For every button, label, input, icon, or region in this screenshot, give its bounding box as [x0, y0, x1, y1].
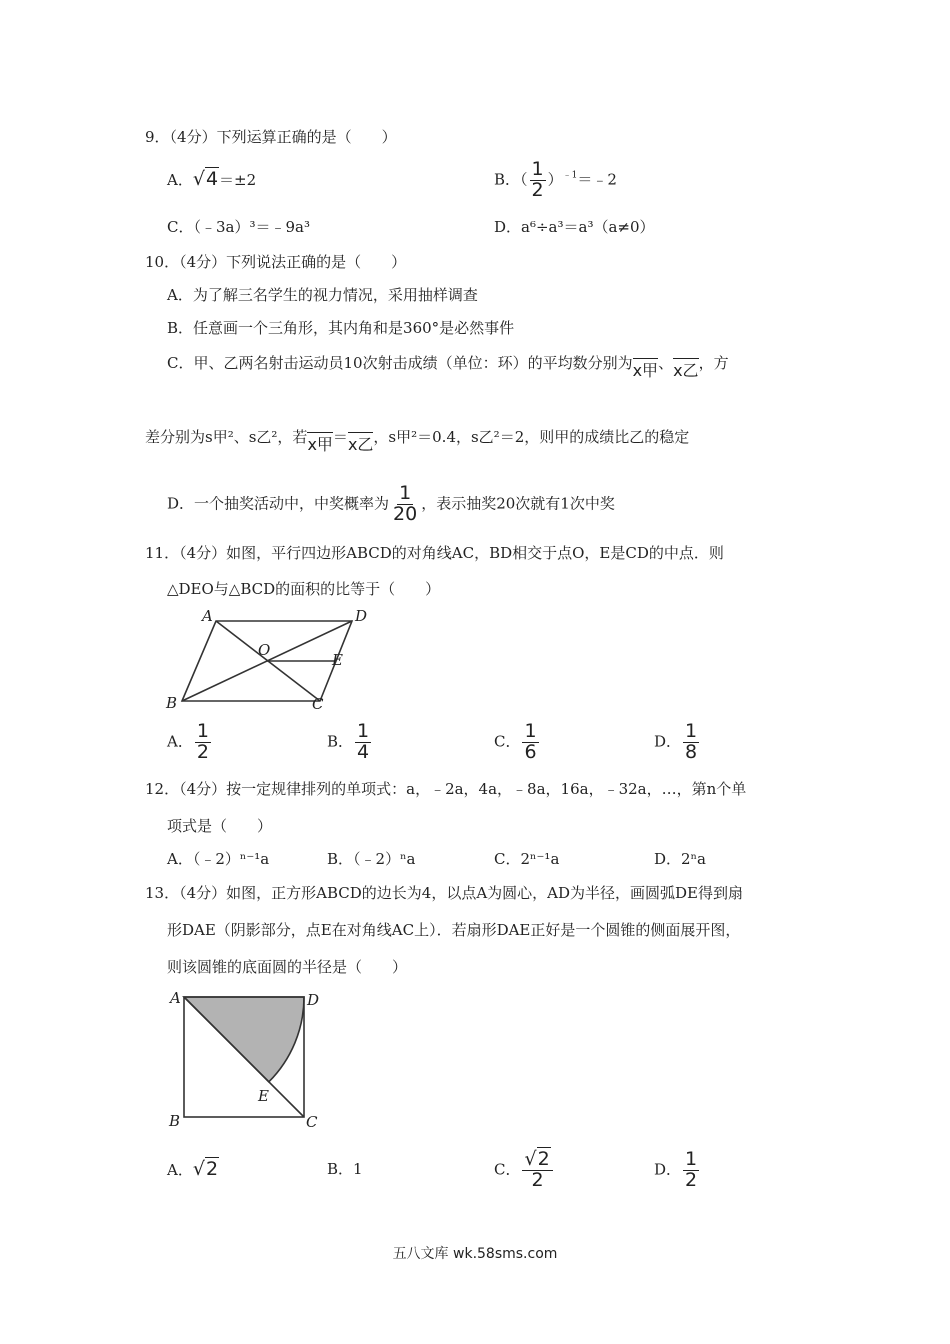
q13-option-d: D． $\frac{1}{2}$	[654, 1148, 698, 1191]
point-o-label: O	[258, 641, 271, 659]
q9-option-a	[167, 168, 256, 191]
q12-option-b: B．（﹣2）ⁿa	[327, 850, 416, 868]
q9-b-label: B．（	[494, 170, 528, 189]
q12-option-a: A．（﹣2）ⁿ⁻¹a	[167, 850, 270, 868]
page-footer: 五八文库 wk.58sms.com	[392, 1246, 558, 1262]
q13-option-a: A．√2	[167, 1158, 219, 1180]
point-e-label: E	[258, 1087, 269, 1105]
q9-b-rest: ＝﹣2	[577, 170, 617, 189]
q10-option-d: D．一个抽奖活动中，中奖概率为 $\frac{1}{20}$ ，表示抽奖20次就有1次中奖	[167, 482, 615, 525]
q9-option-d: D．a⁶÷a³＝a³（a≠0）	[494, 218, 655, 236]
q10-option-c-cont: 差分别为s甲²、s乙²，若x甲＝x乙，s甲²＝0.4，s乙²＝2，则甲的成绩比乙的稳定	[145, 428, 690, 454]
q9-a-label: A．	[167, 171, 193, 189]
q12-option-d: D．2ⁿa	[654, 850, 707, 868]
q9-a-rest: ＝±2	[219, 171, 257, 189]
point-a-label: A	[202, 607, 213, 625]
q12-stem-line2: 项式是（ ）	[167, 817, 273, 835]
q9-option-b: B．（ $\frac{1}{2}$ ）$^{﹣1}$＝﹣2	[494, 158, 617, 201]
q12-stem-line1: 12．（4分）按一定规律排列的单项式：a，﹣2a，4a，﹣8a，16a，﹣32a，…，第n个单	[145, 780, 747, 798]
point-b-label: B	[166, 694, 178, 712]
parallelogram-figure	[160, 605, 380, 715]
q11-option-a: A． $\frac{1}{2}$	[167, 720, 209, 763]
square-figure	[160, 985, 335, 1135]
sector-dae	[184, 997, 304, 1082]
q9-b-exponent: ﹣1	[562, 170, 578, 181]
q13-stem-line2: 形DAE（阴影部分，点E在对角线AC上）．若扇形DAE正好是一个圆锥的侧面展开图，	[167, 921, 741, 939]
q9-option-c: C．（﹣3a）³＝﹣9a³	[167, 218, 310, 236]
x-bar-yi: x乙	[673, 358, 698, 380]
q10-option-b: B．任意画一个三角形，其内角和是360°是必然事件	[167, 319, 515, 337]
q13-option-b: B．1	[327, 1160, 363, 1178]
q12-option-c: C．2ⁿ⁻¹a	[494, 850, 560, 868]
sqrt-symbol: √4	[192, 168, 219, 190]
q13-stem-line1: 13．（4分）如图，正方形ABCD的边长为4，以点A为圆心，AD为半径，画圆弧DE得到扇	[145, 884, 743, 902]
q9-stem: 9．（4分）下列运算正确的是（ ）	[145, 128, 397, 146]
q10-d-fraction: $\frac{1}{20}$	[393, 482, 418, 525]
point-d-label: D	[355, 607, 368, 625]
q11-option-d: D． $\frac{1}{8}$	[654, 720, 698, 763]
q13-option-c: C． $\frac{√2}{2}$	[494, 1150, 555, 1191]
x-bar-yi: x乙	[348, 432, 373, 454]
q10-option-c: C．甲、乙两名射击运动员10次射击成绩（单位：环）的平均数分别为x甲、x乙，方	[167, 354, 729, 380]
point-b-label: B	[169, 1112, 181, 1130]
point-c-label: C	[306, 1113, 318, 1131]
q11-stem-line1: 11．（4分）如图，平行四边形ABCD的对角线AC，BD相交于点O，E是CD的中点．则	[145, 544, 724, 562]
point-a-label: A	[170, 989, 181, 1007]
sqrt-symbol: √2	[524, 1148, 550, 1170]
q11-option-c: C． $\frac{1}{6}$	[494, 720, 537, 763]
q13-stem-line3: 则该圆锥的底面圆的半径是（ ）	[167, 958, 408, 976]
x-bar-jia: x甲	[633, 358, 658, 380]
sqrt-symbol: √2	[192, 1158, 219, 1180]
q10-stem: 10．（4分）下列说法正确的是（ ）	[145, 253, 407, 271]
point-c-label: C	[312, 695, 324, 713]
point-d-label: D	[307, 991, 320, 1009]
q9-a-radicand: 4	[205, 168, 219, 190]
q11-option-b: B． $\frac{1}{4}$	[327, 720, 370, 763]
q9-b-fraction: $\frac{1}{2}$	[531, 158, 544, 201]
q11-stem-line2: △DEO与△BCD的面积的比等于（ ）	[167, 580, 441, 598]
q13-c-fraction: $\frac{√2}{2}$	[522, 1150, 552, 1191]
point-e-label: E	[332, 651, 343, 669]
q10-option-a: A．为了解三名学生的视力情况，采用抽样调查	[167, 286, 478, 304]
x-bar-jia: x甲	[307, 432, 332, 454]
